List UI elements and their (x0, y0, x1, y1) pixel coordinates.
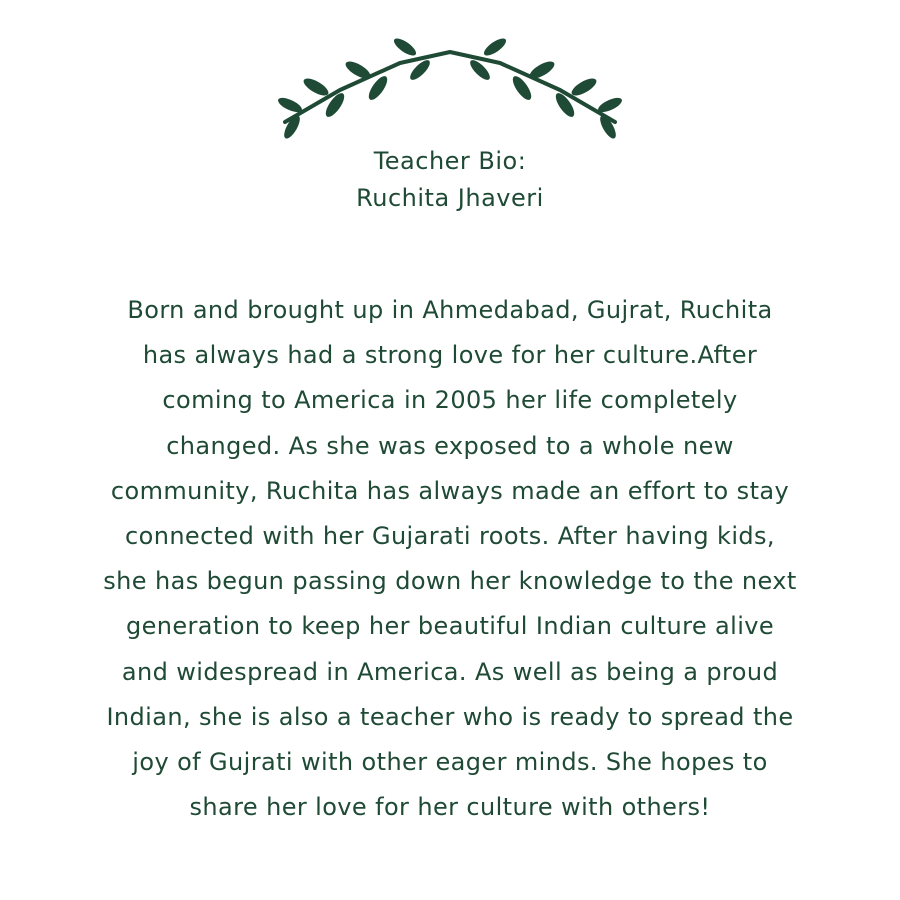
bio-line: coming to America in 2005 her life completely (162, 386, 738, 415)
bio-line: she has begun passing down her knowledge to the next (103, 567, 797, 596)
title-label: Teacher Bio: (373, 147, 527, 175)
page-title (0, 143, 900, 217)
bio-line: Indian, she is also a teacher who is ready to spread the (106, 702, 794, 731)
bio-line: has always had a strong love for her culture.After (142, 341, 758, 370)
bio-line: Born and brought up in Ahmedabad, Gujrat, Ruchita (127, 296, 773, 324)
bio-line: share her love for her culture with others! (189, 793, 711, 822)
laurel-branch-icon (270, 36, 630, 142)
bio-line: generation to keep her beautiful Indian culture alive (125, 612, 775, 641)
bio-line: joy of Gujrati with other eager minds. She hopes to (132, 748, 768, 777)
bio-line: changed. As she was exposed to a whole new (166, 431, 734, 460)
bio-line: and widespread in America. As well as being a proud (121, 657, 779, 686)
bio-line: connected with her Gujarati roots. After having kids, (125, 522, 775, 551)
teacher-name: Ruchita Jhaveri (356, 184, 544, 212)
bio-paragraph (60, 288, 840, 830)
bio-line: community, Ruchita has always made an effort to stay (110, 476, 790, 505)
